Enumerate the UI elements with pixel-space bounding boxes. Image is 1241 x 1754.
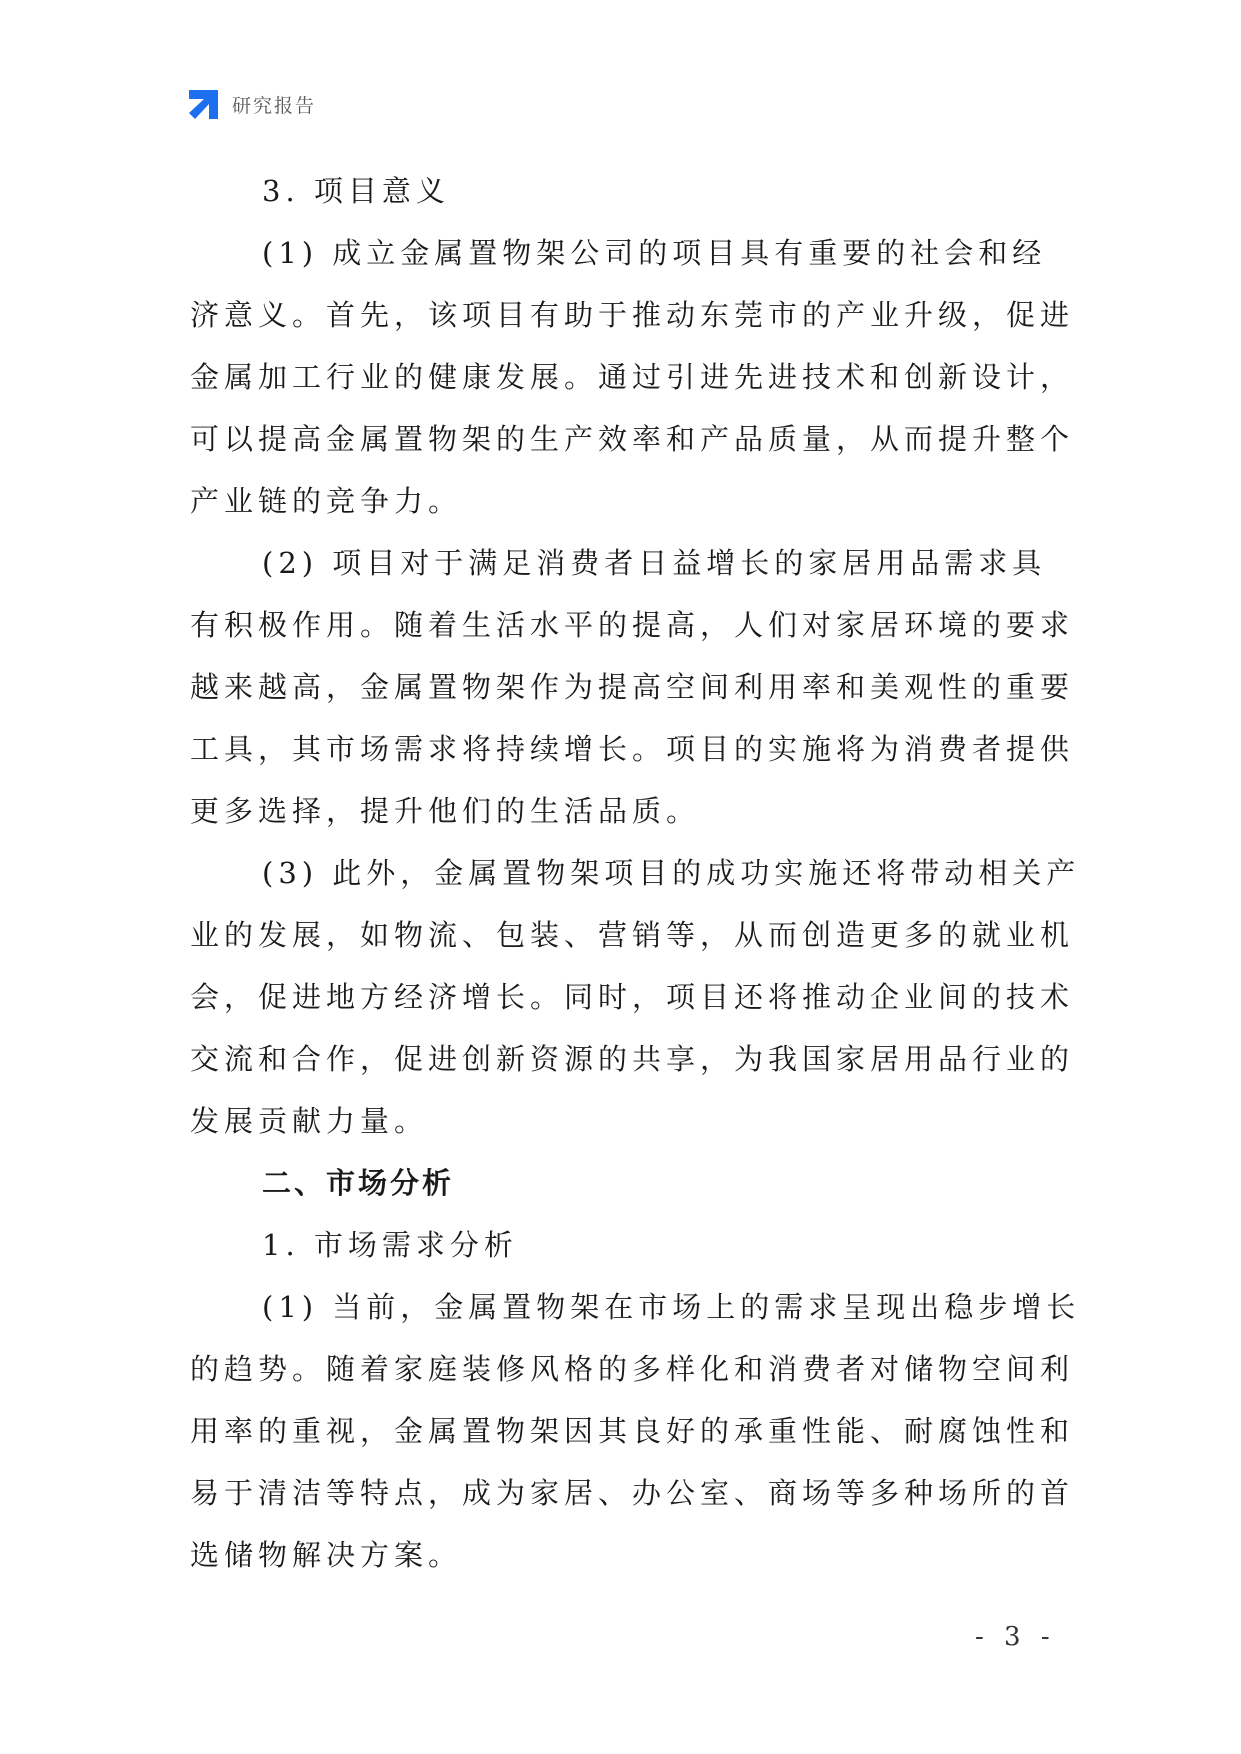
paragraph-line: 会，促进地方经济增长。同时，项目还将推动企业间的技术 — [190, 980, 1075, 1014]
paragraph-line: 有积极作用。随着生活水平的提高，人们对家居环境的要求 — [190, 608, 1075, 642]
paragraph-line: 工具，其市场需求将持续增长。项目的实施将为消费者提供 — [190, 732, 1075, 766]
paragraph-line: 发展贡献力量。 — [190, 1104, 429, 1138]
document-body — [190, 160, 1081, 1586]
paragraph-line: (2) 项目对于满足消费者日益增长的家居用品需求具 — [262, 546, 1047, 580]
section-heading: 3. 项目意义 — [262, 174, 450, 208]
paragraph-line: 更多选择，提升他们的生活品质。 — [190, 794, 701, 828]
paragraph-line: 交流和合作，促进创新资源的共享，为我国家居用品行业的 — [190, 1042, 1075, 1076]
paragraph-line: 产业链的竞争力。 — [190, 484, 463, 518]
diagonal-arrow-logo-icon — [188, 89, 219, 120]
paragraph-line: 的趋势。随着家庭装修风格的多样化和消费者对储物空间利 — [190, 1352, 1075, 1386]
paragraph-line: (1) 成立金属置物架公司的项目具有重要的社会和经 — [262, 236, 1047, 270]
paragraph-line: 可以提高金属置物架的生产效率和产品质量，从而提升整个 — [190, 422, 1075, 456]
chapter-heading: 二、市场分析 — [262, 1166, 455, 1200]
paragraph-line: 金属加工行业的健康发展。通过引进先进技术和创新设计， — [190, 360, 1075, 394]
section-heading: 1. 市场需求分析 — [262, 1228, 518, 1262]
document-header — [188, 88, 316, 120]
paragraph-line: (1) 当前，金属置物架在市场上的需求呈现出稳步增长 — [262, 1290, 1081, 1324]
paragraph-line: 越来越高，金属置物架作为提高空间利用率和美观性的重要 — [190, 670, 1075, 704]
header-label: 研究报告 — [232, 94, 317, 117]
page-number: - 3 - — [975, 1622, 1056, 1652]
paragraph-line: 易于清洁等特点，成为家居、办公室、商场等多种场所的首 — [190, 1476, 1075, 1510]
paragraph-line: 选储物解决方案。 — [190, 1538, 463, 1572]
paragraph-line: 济意义。首先，该项目有助于推动东莞市的产业升级，促进 — [190, 298, 1075, 332]
paragraph-line: 业的发展，如物流、包装、营销等，从而创造更多的就业机 — [190, 918, 1075, 952]
paragraph-line: 用率的重视，金属置物架因其良好的承重性能、耐腐蚀性和 — [190, 1414, 1075, 1448]
paragraph-line: (3) 此外，金属置物架项目的成功实施还将带动相关产 — [262, 856, 1081, 890]
